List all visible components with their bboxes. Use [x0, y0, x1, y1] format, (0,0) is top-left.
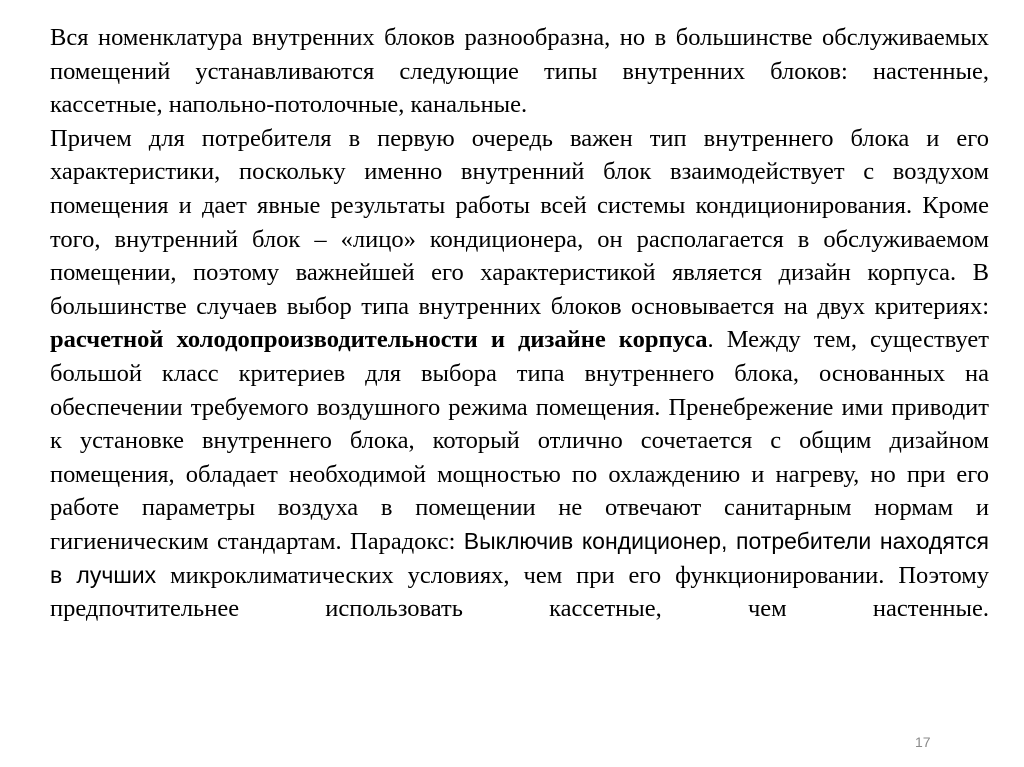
- paragraph-2: [50, 122, 989, 626]
- body-text: [50, 21, 989, 626]
- paragraph-2-sans-line: Выключив кондиционер, потребители находятся в лучших: [50, 527, 990, 588]
- paragraph-1: Вся номенклатура внутренних блоков разнообразна, но в большинстве обслуживаемых помещений устанавливаются следующие типы внутренних блоков: настенные, кассетные, напольно-потолочные, канальные.: [50, 24, 989, 119]
- paragraph-2-text-start: Причем для потребителя в первую очередь важен тип внутреннего блока и его характеристики, поскольку именно внутренний блок взаимодействует с воздухом помещения и дает явные результаты работы всей системы кондиционирования. Кроме того, внутренний блок – «лицо» кондиционера, он располагается в обслуживаемом помещении, поэтому важнейшей его характеристикой является дизайн корпуса. В большинстве случаев выбор типа внутренних блоков основывается на двух критериях:: [50, 124, 989, 320]
- paragraph-2-bold-criteria: расчетной холодопроизводительности и дизайне корпуса: [50, 326, 708, 354]
- page-number: 17: [915, 734, 931, 750]
- paragraph-2-text-end: микроклиматических условиях, чем при его функционировании. Поэтому предпочтительнее использовать кассетные, чем настенные.: [50, 561, 989, 623]
- paragraph-2-text-middle: . Между тем, существует большой класс критериев для выбора типа внутреннего блока, основанных на обеспечении требуемого воздушного режима помещения. Пренебрежение ими приводит к установке внутреннего блока, который отлично сочетается с общим дизайном помещения, обладает необходимой мощностью по охлаждению и нагреву, но при его работе параметры воздуха в помещении не отвечают санитарным нормам и гигиеническим стандартам. Парадокс:: [50, 326, 989, 555]
